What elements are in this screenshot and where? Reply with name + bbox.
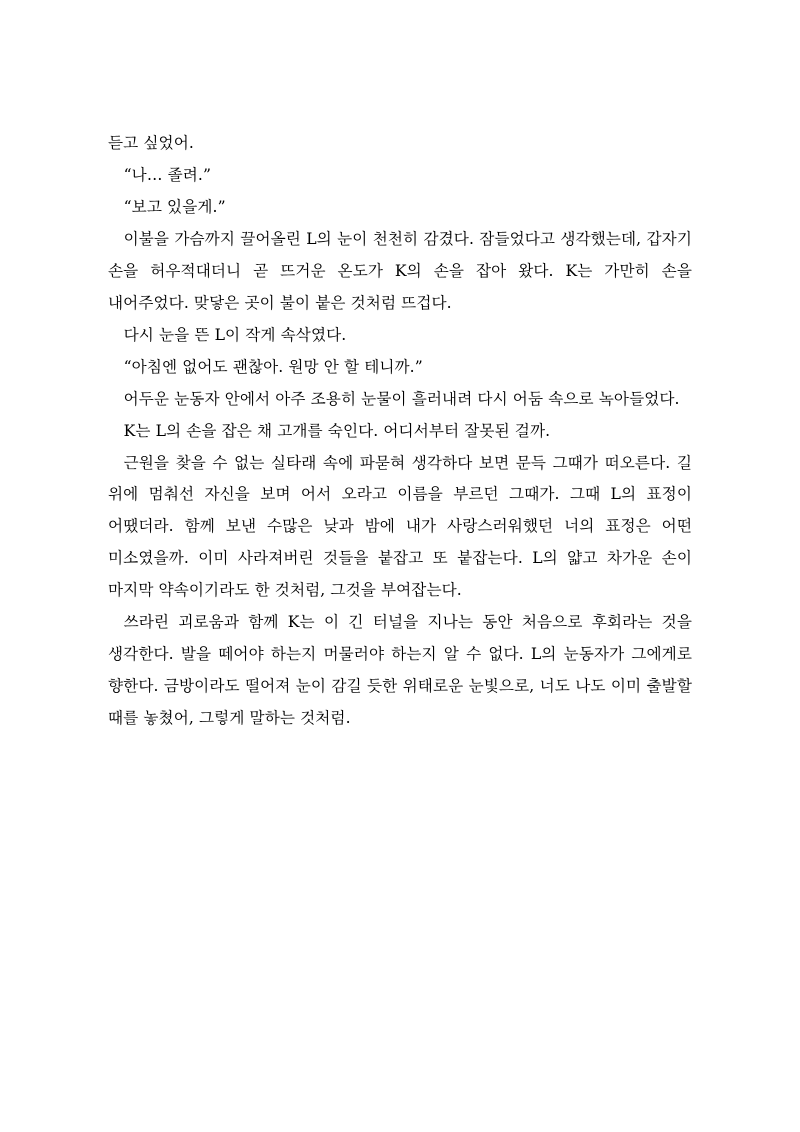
paragraph: 근원을 찾을 수 없는 실타래 속에 파묻혀 생각하다 보면 문득 그때가 떠오른다. 길 위에 멈춰선 자신을 보며 어서 오라고 이름을 부르던 그때가. 그때 L의 표정이 어땠더라. 함께 보낸 수많은 낮과 밤에 내가 사랑스러워했던 너의 표정은 어떤 미소였을까. 이미 사라져버린 것들을 붙잡고 또 붙잡는다. L의 얇고 차가운 손이 마지막 약속이기라도 한 것처럼, 그것을 부여잡는다.: [108, 453, 692, 600]
paragraph: “나… 졸려.”: [123, 165, 212, 184]
paragraph: 어두운 눈동자 안에서 아주 조용히 눈물이 흘러내려 다시 어둠 속으로 녹아들었다.: [123, 389, 680, 408]
paragraph: “보고 있을게.”: [123, 197, 226, 216]
paragraph: 쓰라린 괴로움과 함께 K는 이 긴 터널을 지나는 동안 처음으로 후회라는 것을 생각한다. 발을 떼어야 하는지 머물러야 하는지 알 수 없다. L의 눈동자가 그에게로 향한다. 금방이라도 떨어져 눈이 감길 듯한 위태로운 눈빛으로, 너도 나도 이미 출발할 때를 놓쳤어, 그렇게 말하는 것처럼.: [108, 613, 692, 728]
paragraph: 이불을 가슴까지 끌어올린 L의 눈이 천천히 감겼다. 잠들었다고 생각했는데, 갑자기 손을 허우적대더니 곧 뜨거운 온도가 K의 손을 잡아 왔다. K는 가만히 손을 내어주었다. 맞닿은 곳이 불이 붙은 것처럼 뜨겁다.: [108, 229, 692, 312]
paragraph: 듣고 싶었어.: [108, 134, 194, 152]
paragraph: 다시 눈을 뜬 L이 작게 속삭였다.: [123, 325, 347, 344]
document-body: [108, 128, 692, 735]
paragraph: “아침엔 없어도 괜찮아. 원망 안 할 테니까.”: [123, 357, 423, 376]
paragraph: K는 L의 손을 잡은 채 고개를 숙인다. 어디서부터 잘못된 걸까.: [123, 421, 551, 440]
